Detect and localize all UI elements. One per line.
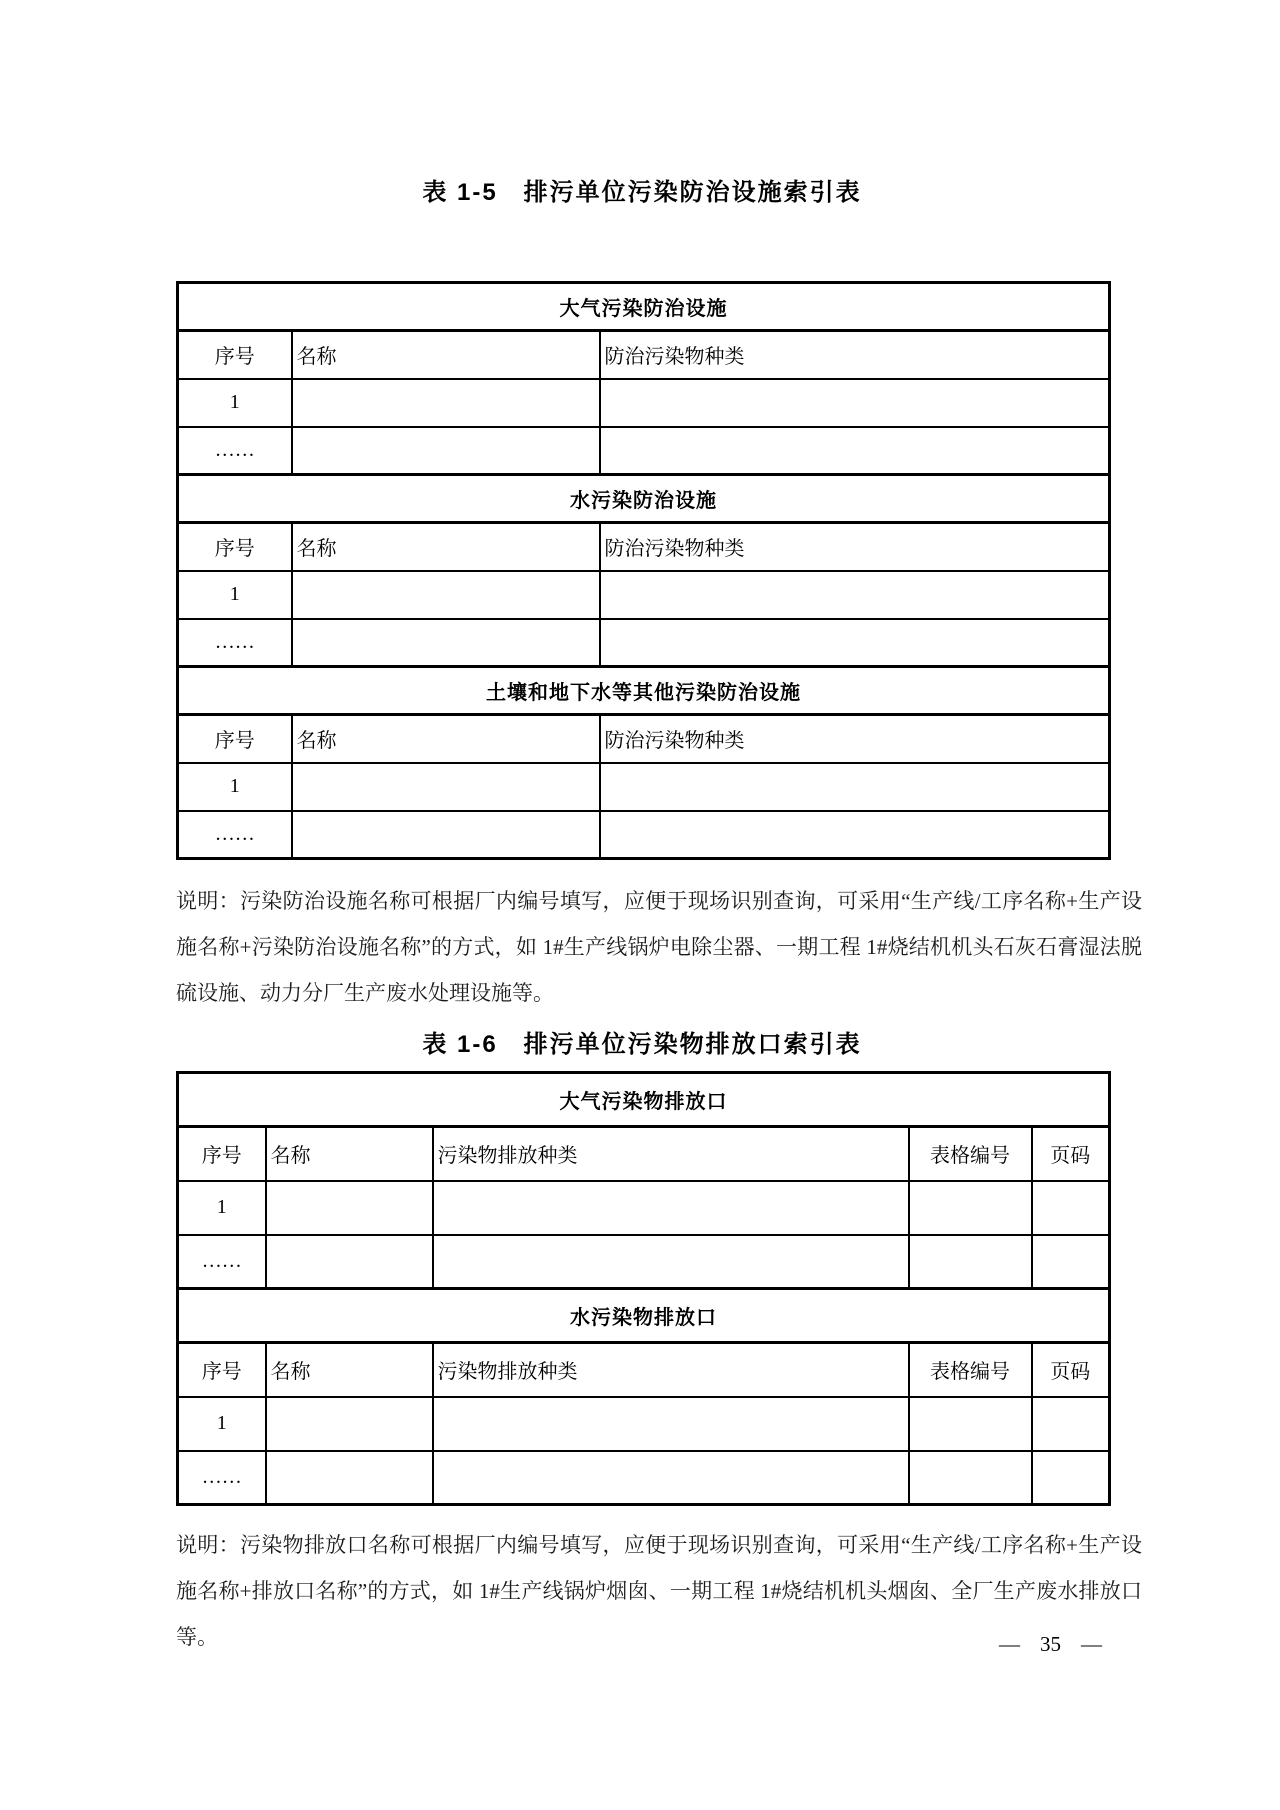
table-row [178,1073,1110,1127]
empty-cell [1032,1397,1110,1451]
empty-cell [266,1451,433,1505]
table-row [178,1235,1110,1289]
page-footer [999,1632,1102,1657]
seq-cell: 1 [178,1397,266,1451]
column-header-pollutant-type: 防治污染物种类 [600,715,1110,763]
seq-cell: …… [178,427,292,475]
column-header-form-number: 表格编号 [909,1127,1032,1181]
column-header-discharge-type: 污染物排放种类 [433,1343,909,1397]
seq-cell: 1 [178,763,292,811]
column-header-seq: 序号 [178,1343,266,1397]
empty-cell [1032,1235,1110,1289]
empty-cell [292,379,600,427]
section-header-water-facility: 水污染防治设施 [178,475,1110,523]
empty-cell [600,379,1110,427]
seq-cell: …… [178,619,292,667]
column-header-name: 名称 [266,1343,433,1397]
empty-cell [433,1235,909,1289]
empty-cell [600,763,1110,811]
empty-cell [266,1181,433,1235]
footer-page-number: 35 [1040,1632,1061,1656]
table16-caption-label: 表 1-6 [422,1031,498,1058]
column-header-discharge-type: 污染物排放种类 [433,1127,909,1181]
empty-cell [909,1397,1032,1451]
column-header-page-number: 页码 [1032,1127,1110,1181]
column-header-page-number: 页码 [1032,1343,1110,1397]
empty-cell [600,811,1110,859]
column-header-pollutant-type: 防治污染物种类 [600,331,1110,379]
seq-cell: 1 [178,379,292,427]
column-header-name: 名称 [266,1127,433,1181]
empty-cell [1032,1181,1110,1235]
table-row [178,427,1110,475]
section-header-soil-groundwater-facility: 土壤和地下水等其他污染防治设施 [178,667,1110,715]
empty-cell [433,1451,909,1505]
table-row [178,1451,1110,1505]
table-row [178,523,1110,571]
seq-cell: 1 [178,571,292,619]
table-row [178,283,1110,331]
empty-cell [909,1451,1032,1505]
pollution-control-facility-index-table [176,281,1111,860]
seq-cell: …… [178,811,292,859]
table-row [178,763,1110,811]
table-row [178,1127,1110,1181]
column-header-form-number: 表格编号 [909,1343,1032,1397]
table-row [178,571,1110,619]
column-header-seq: 序号 [178,523,292,571]
empty-cell [600,427,1110,475]
section-header-air-outlet: 大气污染物排放口 [178,1073,1110,1127]
pollutant-outlet-index-table [176,1071,1111,1506]
table-row [178,1181,1110,1235]
empty-cell [266,1397,433,1451]
table-row [178,1343,1110,1397]
empty-cell [600,571,1110,619]
empty-cell [1032,1451,1110,1505]
empty-cell [292,571,600,619]
column-header-name: 名称 [292,523,600,571]
table-row [178,475,1110,523]
section-header-water-outlet: 水污染物排放口 [178,1289,1110,1343]
column-header-seq: 序号 [178,1127,266,1181]
table-row [178,619,1110,667]
column-header-seq: 序号 [178,331,292,379]
empty-cell [600,619,1110,667]
column-header-pollutant-type: 防治污染物种类 [600,523,1110,571]
empty-cell [292,427,600,475]
seq-cell: …… [178,1235,266,1289]
column-header-name: 名称 [292,331,600,379]
table-row [178,667,1110,715]
table16-note: 说明：污染物排放口名称可根据厂内编号填写，应便于现场识别查询，可采用“生产线/工序名称+生产设施名称+排放口名称”的方式，如 1#生产线锅炉烟囱、一期工程 1#烧结机机头烟囱、全厂生产废水排放口等。 [176,1533,1142,1649]
table15-caption-title: 排污单位污染防治设施索引表 [523,179,862,206]
empty-cell [909,1181,1032,1235]
table-row [178,1289,1110,1343]
page-content [176,172,1142,1660]
seq-cell: 1 [178,1181,266,1235]
table15-caption-label: 表 1-5 [422,179,498,206]
empty-cell [433,1181,909,1235]
table-row [178,331,1110,379]
empty-cell [433,1397,909,1451]
empty-cell [292,619,600,667]
section-header-air-facility: 大气污染防治设施 [178,283,1110,331]
table-row [178,379,1110,427]
table15-note: 说明：污染防治设施名称可根据厂内编号填写，应便于现场识别查询，可采用“生产线/工序名称+生产设施名称+污染防治设施名称”的方式，如 1#生产线锅炉电除尘器、一期工程 1#烧结机机头石灰石膏湿法脱硫设施、动力分厂生产废水处理设施等。 [176,889,1142,1005]
column-header-seq: 序号 [178,715,292,763]
table-row [178,811,1110,859]
empty-cell [292,763,600,811]
table16-caption [176,1024,1108,1059]
table16-caption-title: 排污单位污染物排放口索引表 [523,1031,862,1058]
table15-caption [176,172,1108,207]
table-row [178,1397,1110,1451]
empty-cell [266,1235,433,1289]
column-header-name: 名称 [292,715,600,763]
footer-dash-right: — [1081,1632,1102,1656]
table-row [178,715,1110,763]
seq-cell: …… [178,1451,266,1505]
footer-dash-left: — [999,1632,1020,1656]
empty-cell [909,1235,1032,1289]
empty-cell [292,811,600,859]
